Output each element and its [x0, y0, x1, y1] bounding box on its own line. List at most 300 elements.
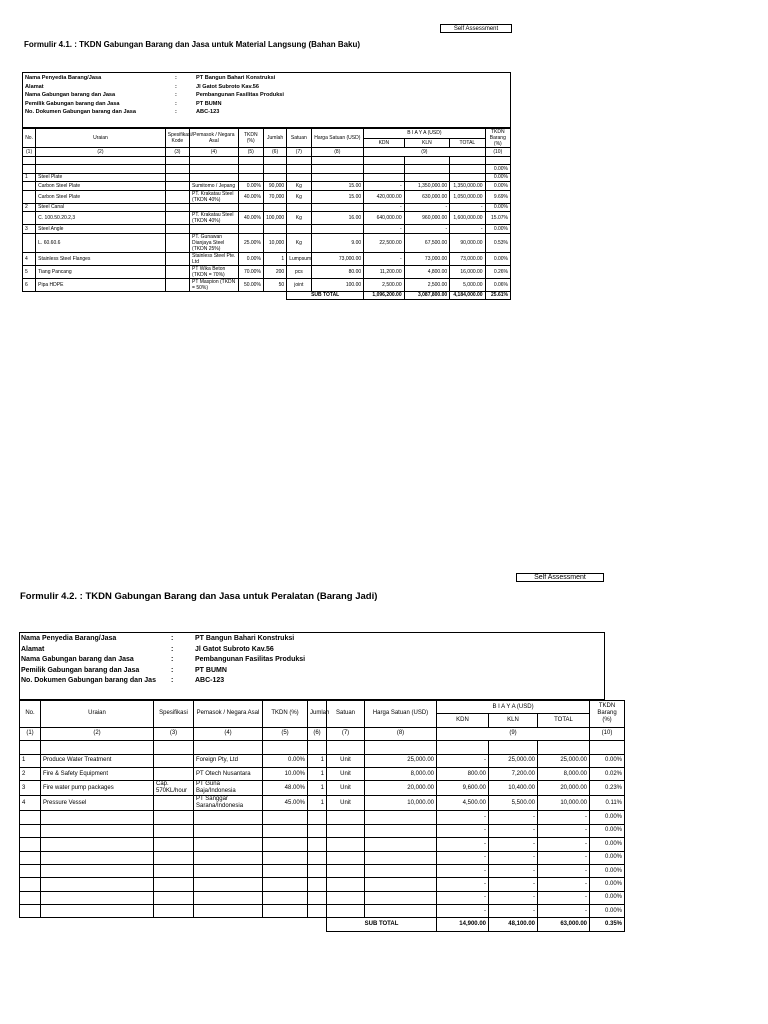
- cell-harga: 25,000.00: [365, 754, 437, 767]
- cell-no: [20, 838, 41, 851]
- cell-total: -: [538, 878, 590, 891]
- column-number: (4): [194, 727, 263, 740]
- subtotal-row: [23, 291, 511, 300]
- cell-total: -: [538, 838, 590, 851]
- cell-harga: 100.00: [311, 278, 364, 291]
- cell-total: 8,000.00: [538, 767, 590, 780]
- cell-kdn: 9,600.00: [437, 781, 489, 796]
- cell-kdn: -: [437, 851, 489, 864]
- cell-pct: 0.00%: [590, 851, 625, 864]
- cell-kln: -: [489, 824, 538, 837]
- cell-harga: [365, 851, 437, 864]
- table-row: [23, 182, 511, 191]
- cell-pemasok: [194, 905, 263, 918]
- header-biaya: B I A Y A (USD): [364, 129, 485, 139]
- subtotal-total: 63,000.00: [538, 918, 590, 931]
- empty-cell: [263, 156, 286, 165]
- cell-satuan: pcs: [287, 265, 311, 278]
- cell-pct: 0.26%: [485, 265, 510, 278]
- column-number: (9): [364, 148, 485, 157]
- cell-jumlah: 70,000: [263, 190, 286, 203]
- cell-satuan: Lumpsum: [287, 252, 311, 265]
- cell-tkdn: [238, 203, 263, 212]
- cell-uraian: [41, 891, 154, 904]
- table-row: [20, 754, 625, 767]
- info-value: Pembangunan Fasilitas Produksi: [196, 92, 284, 98]
- header-uraian: Uraian: [36, 129, 166, 148]
- header-row: [23, 129, 511, 139]
- subtotal-kdn: 14,900.00: [437, 918, 489, 931]
- empty-cell: [364, 156, 404, 165]
- cell-total: 16,000.00: [450, 265, 485, 278]
- cell-uraian: Pressure Vessel: [41, 796, 154, 811]
- cell-spek: [154, 851, 194, 864]
- cell-harga: [365, 878, 437, 891]
- cell-satuan: Unit: [327, 781, 365, 796]
- cell-no: [23, 182, 36, 191]
- cell-no: 1: [23, 173, 36, 182]
- cell-pemasok: [194, 878, 263, 891]
- info-separator: :: [171, 645, 174, 653]
- column-number: (8): [311, 148, 364, 157]
- material-table: [22, 128, 511, 300]
- header-no: No.: [20, 701, 41, 728]
- cell-kln: 630,000.00: [404, 190, 450, 203]
- form-title: Formulir 4.1. : TKDN Gabungan Barang dan Jasa untuk Material Langsung (Bahan Baku): [24, 40, 361, 49]
- cell-no: 2: [20, 767, 41, 780]
- cell-jumlah: [308, 811, 327, 824]
- column-number: (2): [41, 727, 154, 740]
- cell-kdn: -: [437, 838, 489, 851]
- cell-pemasok: [190, 225, 239, 234]
- cell-pct: 9.69%: [485, 190, 510, 203]
- header-jumlah: Jumlah: [263, 129, 286, 148]
- empty-cell: [194, 918, 263, 931]
- cell-pemasok: [194, 851, 263, 864]
- column-number: (9): [437, 727, 590, 740]
- cell-kln: -: [489, 905, 538, 918]
- cell-harga: [365, 838, 437, 851]
- empty-cell: [20, 741, 41, 754]
- cell-harga: [311, 173, 364, 182]
- cell-satuan: [327, 851, 365, 864]
- cell-kln: 1,350,000.00: [404, 182, 450, 191]
- header-spesifikasi: Spesifikasi/ Kode: [165, 129, 189, 148]
- cell-tkdn: 40.00%: [238, 212, 263, 225]
- empty-cell: [450, 156, 485, 165]
- cell-kdn: -: [437, 864, 489, 877]
- cell-kdn: -: [437, 905, 489, 918]
- info-separator: :: [171, 635, 174, 642]
- cell-tkdn: 70.00%: [238, 265, 263, 278]
- cell-pemasok: PT Sanggar Sarana/Indonesia: [194, 796, 263, 811]
- empty-cell: [308, 741, 327, 754]
- cell-kdn: [364, 173, 404, 182]
- cell-no: 1: [20, 754, 41, 767]
- cell-kdn: 4,500.00: [437, 796, 489, 811]
- cell-kdn: -: [437, 824, 489, 837]
- cell-kdn: 11,200.00: [364, 265, 404, 278]
- empty-cell: [190, 156, 239, 165]
- info-label: Nama Gabungan barang dan Jasa: [21, 656, 134, 663]
- cell-tkdn: [263, 824, 308, 837]
- cell-uraian: C. 100.50.20.2,3: [36, 212, 166, 225]
- cell-satuan: Kg: [287, 182, 311, 191]
- cell-tkdn: [263, 891, 308, 904]
- cell-satuan: [287, 173, 311, 182]
- header-kdn: KDN: [437, 714, 489, 727]
- cell-harga: 20,000.00: [365, 781, 437, 796]
- cell-satuan: [327, 905, 365, 918]
- cell-no: [20, 824, 41, 837]
- cell-spek: [154, 905, 194, 918]
- cell-uraian: Pipa HDPE: [36, 278, 166, 291]
- header-kdn: KDN: [364, 138, 404, 148]
- cell-harga: 73,000.00: [311, 252, 364, 265]
- cell-jumlah: 10,000: [263, 233, 286, 252]
- column-number: (10): [485, 148, 510, 157]
- cell-tkdn: 45.00%: [263, 796, 308, 811]
- info-value: Jl Gatot Subroto Kav.56: [196, 83, 259, 90]
- cell-pemasok: Stainless Steel Pte. Ltd: [190, 252, 239, 265]
- cell-spek: [165, 165, 189, 174]
- cell-jumlah: [263, 165, 286, 174]
- cell-spek: Cap. 570KL/hour: [154, 781, 194, 796]
- cell-kln: -: [489, 878, 538, 891]
- cell-uraian: Stainless Steel Flanges: [36, 252, 166, 265]
- cell-pct: 0.00%: [485, 225, 510, 234]
- cell-pemasok: Sumitomo / Jepang: [190, 182, 239, 191]
- info-value: PT BUMN: [196, 100, 222, 107]
- cell-no: [23, 212, 36, 225]
- cell-satuan: [327, 838, 365, 851]
- header-no: No.: [23, 129, 36, 148]
- cell-pct: 0.00%: [590, 811, 625, 824]
- empty-cell: [437, 741, 489, 754]
- cell-total: [450, 173, 485, 182]
- info-separator: :: [175, 83, 177, 90]
- cell-total: 10,000.00: [538, 796, 590, 811]
- cell-pct: 0.00%: [590, 838, 625, 851]
- cell-jumlah: [308, 905, 327, 918]
- empty-cell: [287, 156, 311, 165]
- info-label: Pemilik Gabungan barang dan Jasa: [21, 666, 140, 674]
- cell-spek: [154, 824, 194, 837]
- cell-pct: 0.00%: [590, 824, 625, 837]
- cell-jumlah: [308, 891, 327, 904]
- info-separator: :: [175, 92, 177, 98]
- cell-jumlah: 90,000: [263, 182, 286, 191]
- empty-cell: [165, 156, 189, 165]
- cell-tkdn: [263, 864, 308, 877]
- subtotal-kln: 48,100.00: [489, 918, 538, 931]
- header-pemasok: Pemasok / Negara Asal: [190, 129, 239, 148]
- cell-no: [23, 233, 36, 252]
- header-harga: Harga Satuan (USD): [365, 701, 437, 728]
- table-row: [20, 781, 625, 796]
- cell-kdn: -: [437, 878, 489, 891]
- info-label: No. Dokumen Gabungan barang dan Jasa: [25, 109, 136, 115]
- cell-kln: 5,500.00: [489, 796, 538, 811]
- column-number-row: [20, 727, 625, 740]
- cell-total: [450, 165, 485, 174]
- cell-jumlah: 50: [263, 278, 286, 291]
- cell-satuan: Kg: [287, 190, 311, 203]
- empty-cell: [23, 156, 36, 165]
- empty-cell: [41, 918, 154, 931]
- column-number: (5): [238, 148, 263, 157]
- cell-pemasok: [194, 891, 263, 904]
- spacer-row: [20, 741, 625, 754]
- cell-harga: 80.00: [311, 265, 364, 278]
- cell-uraian: Steel Plate: [36, 173, 166, 182]
- cell-kln: 4,800.00: [404, 265, 450, 278]
- empty-cell: [154, 741, 194, 754]
- cell-kdn: -: [437, 811, 489, 824]
- cell-total: -: [538, 864, 590, 877]
- header-satuan: Satuan: [327, 701, 365, 728]
- cell-pct: 0.00%: [590, 864, 625, 877]
- cell-tkdn: [238, 165, 263, 174]
- cell-satuan: [287, 203, 311, 212]
- column-number: (3): [165, 148, 189, 157]
- column-number: (8): [365, 727, 437, 740]
- cell-kln: 10,400.00: [489, 781, 538, 796]
- cell-spek: [165, 278, 189, 291]
- cell-jumlah: 1: [308, 796, 327, 811]
- cell-total: 25,000.00: [538, 754, 590, 767]
- subtotal-kln: 3,087,800.00: [404, 291, 450, 300]
- cell-uraian: [36, 165, 166, 174]
- cell-tkdn: [263, 838, 308, 851]
- cell-satuan: Unit: [327, 767, 365, 780]
- cell-tkdn: 10.00%: [263, 767, 308, 780]
- empty-cell: [489, 741, 538, 754]
- cell-kdn: 800.00: [437, 767, 489, 780]
- cell-jumlah: [263, 173, 286, 182]
- table-row: [23, 165, 511, 174]
- table-row: [23, 212, 511, 225]
- cell-tkdn: [238, 225, 263, 234]
- info-value: ABC-123: [196, 109, 220, 115]
- table-row: [23, 252, 511, 265]
- cell-pct: 0.00%: [485, 203, 510, 212]
- cell-total: -: [450, 225, 485, 234]
- cell-spek: [165, 190, 189, 203]
- cell-harga: 10,000.00: [365, 796, 437, 811]
- cell-jumlah: 100,000: [263, 212, 286, 225]
- cell-pemasok: [194, 864, 263, 877]
- table-row: [20, 796, 625, 811]
- cell-kln: -: [489, 838, 538, 851]
- column-number: (6): [308, 727, 327, 740]
- cell-pemasok: [190, 203, 239, 212]
- cell-uraian: [41, 838, 154, 851]
- info-separator: :: [175, 109, 177, 115]
- cell-satuan: Kg: [287, 233, 311, 252]
- info-value: Jl Gatot Subroto Kav.56: [195, 645, 274, 653]
- cell-kdn: 640,000.00: [364, 212, 404, 225]
- empty-cell: [190, 291, 239, 300]
- cell-harga: [365, 811, 437, 824]
- cell-uraian: Tiang Pancang: [36, 265, 166, 278]
- info-label: Alamat: [25, 83, 44, 90]
- info-label: Nama Penyedia Barang/Jasa: [21, 635, 117, 642]
- info-value: Pembangunan Fasilitas Produksi: [195, 656, 306, 663]
- cell-harga: [311, 225, 364, 234]
- cell-kdn: 420,000.00: [364, 190, 404, 203]
- info-value: PT Bangun Bahari Konstruksi: [195, 635, 295, 642]
- cell-jumlah: 200: [263, 265, 286, 278]
- cell-total: -: [538, 824, 590, 837]
- empty-cell: [327, 741, 365, 754]
- cell-jumlah: [263, 203, 286, 212]
- header-row: [20, 701, 625, 714]
- cell-harga: 8,000.00: [365, 767, 437, 780]
- column-number: (1): [20, 727, 41, 740]
- cell-harga: 16.00: [311, 212, 364, 225]
- cell-tkdn: 50.00%: [238, 278, 263, 291]
- cell-kln: -: [489, 851, 538, 864]
- cell-jumlah: 1: [308, 767, 327, 780]
- cell-pct: 0.00%: [590, 905, 625, 918]
- table-row: [20, 838, 625, 851]
- empty-cell: [41, 741, 154, 754]
- cell-jumlah: 1: [263, 252, 286, 265]
- cell-pct: 0.11%: [590, 796, 625, 811]
- cell-total: 1,350,000.00: [450, 182, 485, 191]
- cell-kln: -: [404, 225, 450, 234]
- cell-kdn: 2,500.00: [364, 278, 404, 291]
- table-row: [20, 767, 625, 780]
- header-harga: Harga Satuan (USD): [311, 129, 364, 148]
- cell-tkdn: [238, 173, 263, 182]
- table-row: [23, 278, 511, 291]
- table-row: [20, 878, 625, 891]
- cell-tkdn: [263, 811, 308, 824]
- cell-pemasok: PT. Krakatau Steel (TKDN 40%): [190, 190, 239, 203]
- self-assessment-badge: Self Assessment: [516, 573, 604, 582]
- cell-uraian: L. 60.60.6: [36, 233, 166, 252]
- column-number: (5): [263, 727, 308, 740]
- header-kln: KLN: [404, 138, 450, 148]
- cell-spek: [154, 838, 194, 851]
- empty-cell: [485, 156, 510, 165]
- cell-total: 1,050,000.00: [450, 190, 485, 203]
- cell-jumlah: [308, 838, 327, 851]
- cell-uraian: [41, 824, 154, 837]
- empty-cell: [194, 741, 263, 754]
- empty-cell: [238, 291, 263, 300]
- cell-pct: 0.53%: [485, 233, 510, 252]
- cell-spek: [165, 233, 189, 252]
- info-value: PT BUMN: [195, 666, 227, 674]
- cell-kln: 73,000.00: [404, 252, 450, 265]
- cell-pemasok: PT Guna Baja/Indonesia: [194, 781, 263, 796]
- cell-kln: -: [489, 891, 538, 904]
- cell-satuan: [327, 864, 365, 877]
- cell-pemasok: PT. Krakatau Steel (TKDN 40%): [190, 212, 239, 225]
- header-tkdn: TKDN (%): [263, 701, 308, 728]
- column-number: (4): [190, 148, 239, 157]
- subtotal-label: SUB TOTAL: [287, 291, 364, 300]
- form-title: Formulir 4.2. : TKDN Gabungan Barang dan Jasa untuk Peralatan (Barang Jadi): [20, 591, 378, 602]
- cell-satuan: [327, 891, 365, 904]
- cell-total: -: [538, 891, 590, 904]
- table-row: [23, 190, 511, 203]
- column-number: (1): [23, 148, 36, 157]
- header-pemasok: Pemasok / Negara Asal: [194, 701, 263, 728]
- cell-no: 6: [23, 278, 36, 291]
- cell-kdn: -: [364, 225, 404, 234]
- cell-kdn: -: [437, 754, 489, 767]
- info-separator: :: [171, 666, 174, 674]
- info-separator: :: [175, 75, 177, 81]
- table-row: [23, 233, 511, 252]
- cell-jumlah: 1: [308, 754, 327, 767]
- cell-kln: -: [489, 864, 538, 877]
- cell-satuan: Unit: [327, 796, 365, 811]
- header-biaya: B I A Y A (USD): [437, 701, 590, 714]
- cell-spek: [154, 891, 194, 904]
- empty-cell: [311, 156, 364, 165]
- column-number: (7): [287, 148, 311, 157]
- cell-pemasok: [194, 838, 263, 851]
- cell-total: 90,000.00: [450, 233, 485, 252]
- cell-spek: [154, 811, 194, 824]
- column-number: (2): [36, 148, 166, 157]
- cell-kdn: [364, 165, 404, 174]
- cell-no: [20, 851, 41, 864]
- cell-spek: [165, 173, 189, 182]
- cell-tkdn: [263, 905, 308, 918]
- header-total: TOTAL: [450, 138, 485, 148]
- cell-uraian: Steel Angle: [36, 225, 166, 234]
- cell-harga: [365, 891, 437, 904]
- cell-tkdn: [263, 878, 308, 891]
- table-row: [23, 265, 511, 278]
- cell-no: [23, 190, 36, 203]
- cell-spek: [154, 767, 194, 780]
- cell-satuan: Kg: [287, 212, 311, 225]
- cell-pct: 0.00%: [590, 754, 625, 767]
- info-value: PT Bangun Bahari Konstruksi: [196, 75, 276, 81]
- spacer-row: [23, 156, 511, 165]
- cell-no: [20, 905, 41, 918]
- cell-no: 5: [23, 265, 36, 278]
- cell-pemasok: PT Otech Nusantara: [194, 767, 263, 780]
- table-row: [20, 905, 625, 918]
- cell-spek: [154, 878, 194, 891]
- cell-uraian: Produce Water Treatment: [41, 754, 154, 767]
- cell-harga: [365, 905, 437, 918]
- cell-pemasok: [194, 811, 263, 824]
- header-tkdn-barang: TKDN Barang (%): [485, 129, 510, 148]
- cell-spek: [165, 225, 189, 234]
- cell-spek: [165, 212, 189, 225]
- table-row: [23, 225, 511, 234]
- cell-uraian: Carbon Steel Plate: [36, 182, 166, 191]
- cell-uraian: Fire water pump packages: [41, 781, 154, 796]
- cell-pct: 0.06%: [485, 278, 510, 291]
- cell-kln: 2,500.00: [404, 278, 450, 291]
- info-separator: :: [171, 677, 174, 684]
- empty-cell: [36, 156, 166, 165]
- header-tkdn: TKDN (%): [238, 129, 263, 148]
- cell-spek: [165, 252, 189, 265]
- cell-jumlah: [263, 225, 286, 234]
- cell-kln: -: [489, 811, 538, 824]
